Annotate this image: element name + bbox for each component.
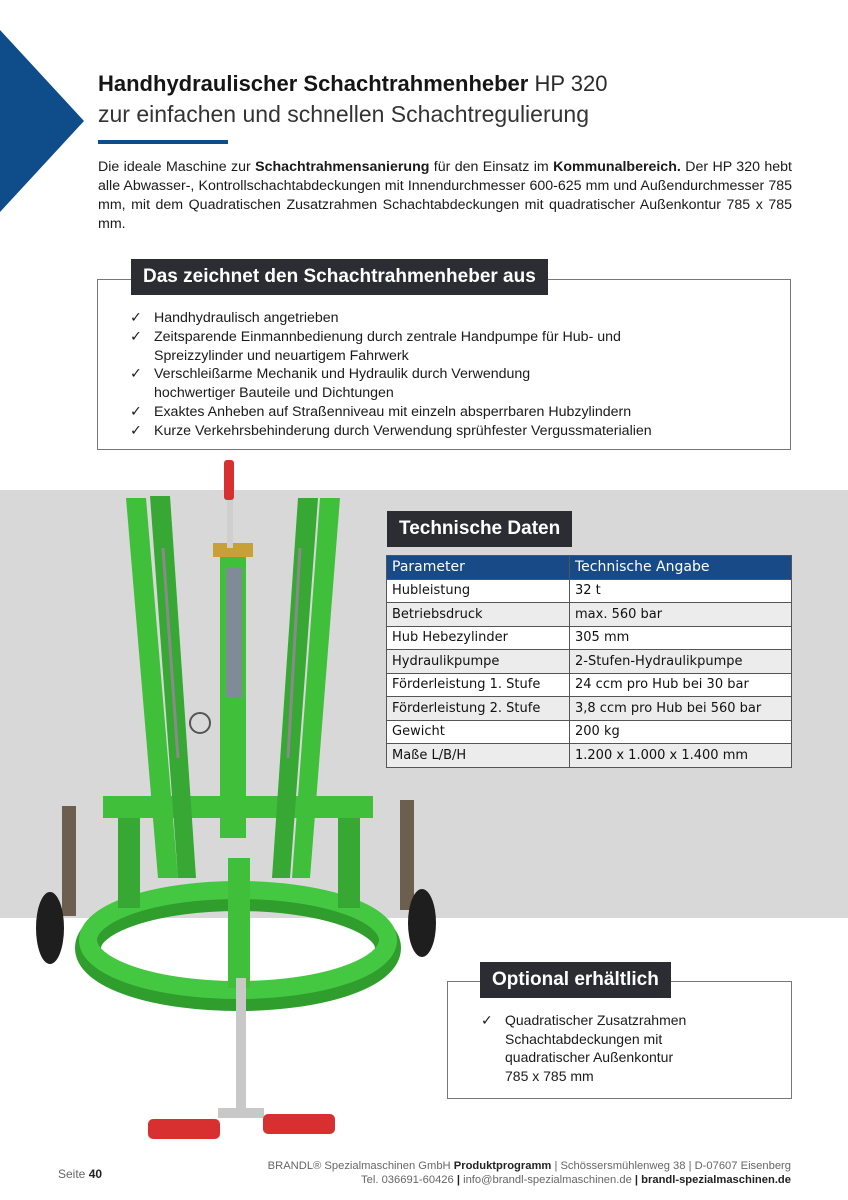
page-label: Seite: [58, 1167, 86, 1181]
table-row: [387, 697, 792, 721]
table-cell: max. 560 bar: [570, 603, 792, 627]
optional-line: Quadratischer Zusatzrahmen: [505, 1012, 687, 1028]
list-item-text: Kurze Verkehrsbehinderung durch Verwendung sprühfester Vergussmaterialien: [154, 422, 652, 439]
intro-text-3: Der HP 320 hebt alle Abwasser-, Kontrollschachtabdeckungen mit Innendurchmesser 600-625 mm und Außendurchmesser 785 mm, mit dem Quadratischen Zusatzrahmen Schachtabdeckungen mit quadratischer Außenkontur 785 x 785 mm.: [98, 159, 792, 232]
intro-text-2: für den Einsatz im: [429, 159, 554, 175]
checkmark-icon: ✓: [130, 328, 142, 345]
table-row: [387, 673, 792, 697]
column-header: Parameter: [387, 556, 570, 580]
title-bold: Handhydraulischer Schachtrahmenheber: [98, 71, 529, 96]
list-item: [130, 422, 770, 441]
optional-heading: Optional erhältlich: [480, 962, 671, 998]
tech-table: [386, 555, 792, 768]
optional-line: 785 x 785 mm: [505, 1068, 594, 1085]
footer-contact-line: Tel. 036691-60426 | info@brandl-spezialmaschinen.de | brandl-spezialmaschinen.de: [361, 1174, 791, 1186]
table-row: [387, 626, 792, 650]
footer-company: BRANDL® Spezialmaschinen GmbH: [267, 1160, 451, 1172]
title-model: HP 320: [534, 71, 608, 96]
page-number-value: 40: [88, 1167, 103, 1181]
optional-line: Schachtabdeckungen mit: [505, 1030, 663, 1047]
table-cell: Betriebsdruck: [387, 603, 570, 627]
list-item: [130, 328, 770, 366]
table-row: [387, 579, 792, 603]
page-number: [58, 1167, 102, 1181]
list-item-text: Zeitsparende Einmannbedienung durch zentrale Handpumpe für Hub- und: [154, 328, 621, 345]
table-cell: 1.200 x 1.000 x 1.400 mm: [570, 744, 792, 768]
table-cell: 3,8 ccm pro Hub bei 560 bar: [570, 697, 792, 721]
table-header-row: [387, 556, 792, 580]
checkmark-icon: ✓: [130, 403, 142, 420]
table-cell: 305 mm: [570, 626, 792, 650]
optional-item: [481, 1011, 771, 1086]
page-subtitle: zur einfachen und schnellen Schachtregulierung: [98, 101, 589, 127]
table-cell: Förderleistung 2. Stufe: [387, 697, 570, 721]
tech-heading: Technische Daten: [387, 511, 572, 547]
page-title: [98, 71, 607, 97]
optional-item-text: [481, 1011, 771, 1086]
table-cell: 24 ccm pro Hub bei 30 bar: [570, 673, 792, 697]
table-row: [387, 603, 792, 627]
table-row: [387, 720, 792, 744]
table-cell: Gewicht: [387, 720, 570, 744]
blue-chevron-decoration: [0, 30, 84, 212]
intro-bold-1: Schachtrahmensanierung: [255, 159, 430, 175]
list-item: [130, 309, 770, 328]
column-header: Technische Angabe: [570, 556, 792, 580]
checkmark-icon: ✓: [130, 310, 142, 326]
table-cell: Förderleistung 1. Stufe: [387, 673, 570, 697]
table-cell: Hydraulikpumpe: [387, 650, 570, 674]
list-item-text: Spreizzylinder und neuartigem Fahrwerk: [154, 347, 409, 364]
table-cell: 2-Stufen-Hydraulikpumpe: [570, 650, 792, 674]
checkmark-icon: ✓: [481, 1012, 493, 1028]
features-list: [130, 309, 770, 441]
footer-program: Produktprogramm: [453, 1160, 552, 1172]
footer-email-link[interactable]: info@brandl-spezialmaschinen.de: [463, 1174, 632, 1186]
list-item: [130, 403, 770, 422]
list-item-text: hochwertiger Bauteile und Dichtungen: [154, 385, 394, 402]
footer-tel: Tel. 036691-60426: [361, 1174, 454, 1186]
list-item-text: Exaktes Anheben auf Straßenniveau mit einzeln absperrbaren Hubzylindern: [154, 403, 632, 420]
footer-address: | Schössersmühlenweg 38 | D-07607 Eisenberg: [554, 1160, 791, 1172]
table-row: [387, 744, 792, 768]
footer-company-line: [268, 1160, 791, 1172]
features-heading: Das zeichnet den Schachtrahmenheber aus: [131, 259, 548, 295]
footer-web-link[interactable]: brandl-spezialmaschinen.de: [641, 1174, 791, 1186]
checkmark-icon: ✓: [130, 422, 142, 439]
table-cell: 200 kg: [570, 720, 792, 744]
list-item-text: Verschleißarme Mechanik und Hydraulik durch Verwendung: [154, 366, 531, 383]
intro-paragraph: [98, 158, 792, 234]
title-underline: [98, 140, 228, 144]
table-cell: Hub Hebezylinder: [387, 626, 570, 650]
table-cell: Maße L/B/H: [387, 744, 570, 768]
list-item: [130, 365, 770, 403]
table-cell: 32 t: [570, 579, 792, 603]
list-item-text: Handhydraulisch angetrieben: [154, 310, 339, 326]
optional-line: quadratischer Außenkontur: [505, 1049, 674, 1066]
table-row: [387, 650, 792, 674]
intro-text-1: Die ideale Maschine zur: [98, 159, 256, 175]
checkmark-icon: ✓: [130, 366, 142, 383]
intro-bold-2: Kommunalbereich.: [553, 159, 681, 175]
table-cell: Hubleistung: [387, 579, 570, 603]
